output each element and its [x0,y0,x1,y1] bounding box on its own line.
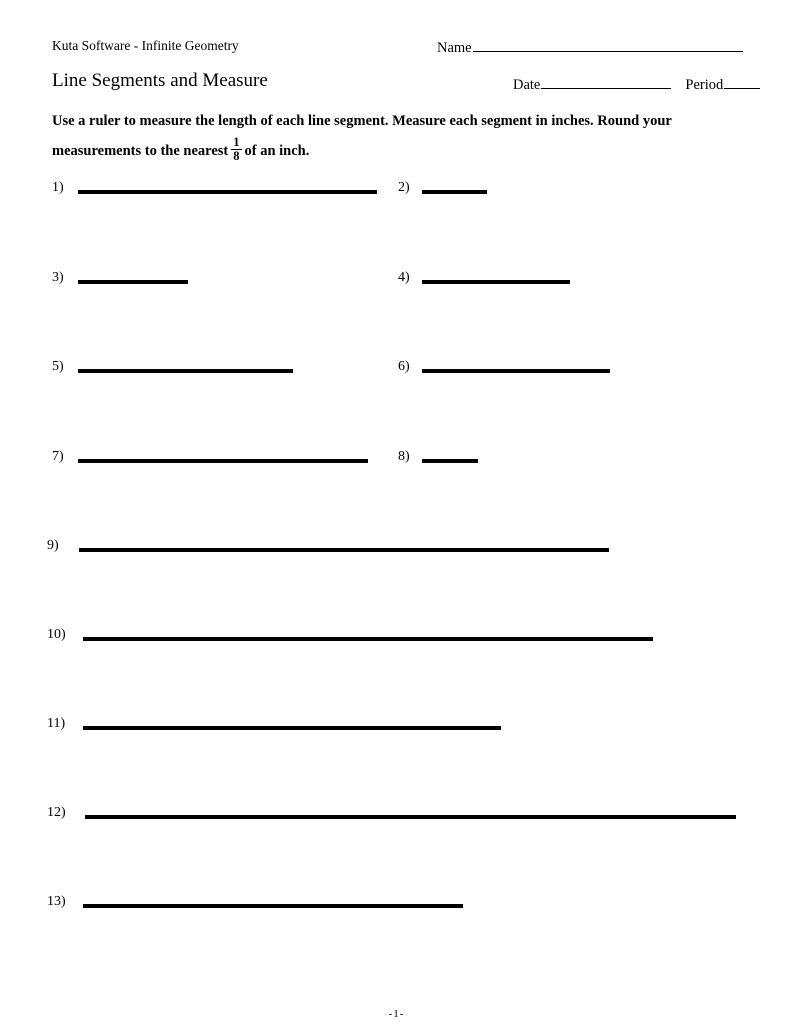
date-input-rule[interactable] [541,76,671,89]
line-segment [422,369,610,373]
problem-number: 8) [398,449,410,464]
problem-number: 6) [398,359,410,374]
line-segment [83,904,463,908]
fraction-numerator: 1 [233,134,240,149]
problem-number: 4) [398,270,410,285]
page-number: -1- [388,1008,405,1020]
problem-number: 10) [47,627,66,642]
name-input-rule[interactable] [473,39,743,52]
problem-number: 5) [52,359,64,374]
problem-number: 11) [47,716,66,731]
instructions-part1: Use a ruler to measure the length of each line segment. Measure each segment in inches. Round your [52,113,672,129]
instructions-part3: of an inch. [244,143,310,159]
line-segment [79,548,609,552]
date-period-field-row [513,76,760,94]
fraction-denominator: 8 [233,148,240,163]
name-label: Name [437,40,472,56]
problem-number: 3) [52,270,64,285]
line-segment [78,459,368,463]
software-line: Kuta Software - Infinite Geometry [52,38,239,53]
line-segment [85,815,736,819]
instructions-part2: measurements to the nearest [52,143,229,159]
date-label: Date [513,77,541,93]
period-label: Period [685,77,724,93]
problem-number: 1) [52,180,64,195]
line-segment [78,280,188,284]
line-segment [78,190,377,194]
line-segment [83,637,653,641]
page-title: Line Segments and Measure [52,70,268,91]
line-segment [422,280,570,284]
line-segment [78,369,293,373]
problem-number: 7) [52,449,64,464]
fraction-one-eighth [231,136,241,163]
name-field-row [437,39,743,57]
problem-number: 9) [47,538,59,553]
problem-number: 2) [398,180,410,195]
line-segment [422,459,478,463]
line-segment [422,190,487,194]
period-input-rule[interactable] [724,76,760,89]
problem-number: 13) [47,894,66,909]
line-segment [83,726,501,730]
problem-number: 12) [47,805,66,820]
instructions [52,106,742,166]
